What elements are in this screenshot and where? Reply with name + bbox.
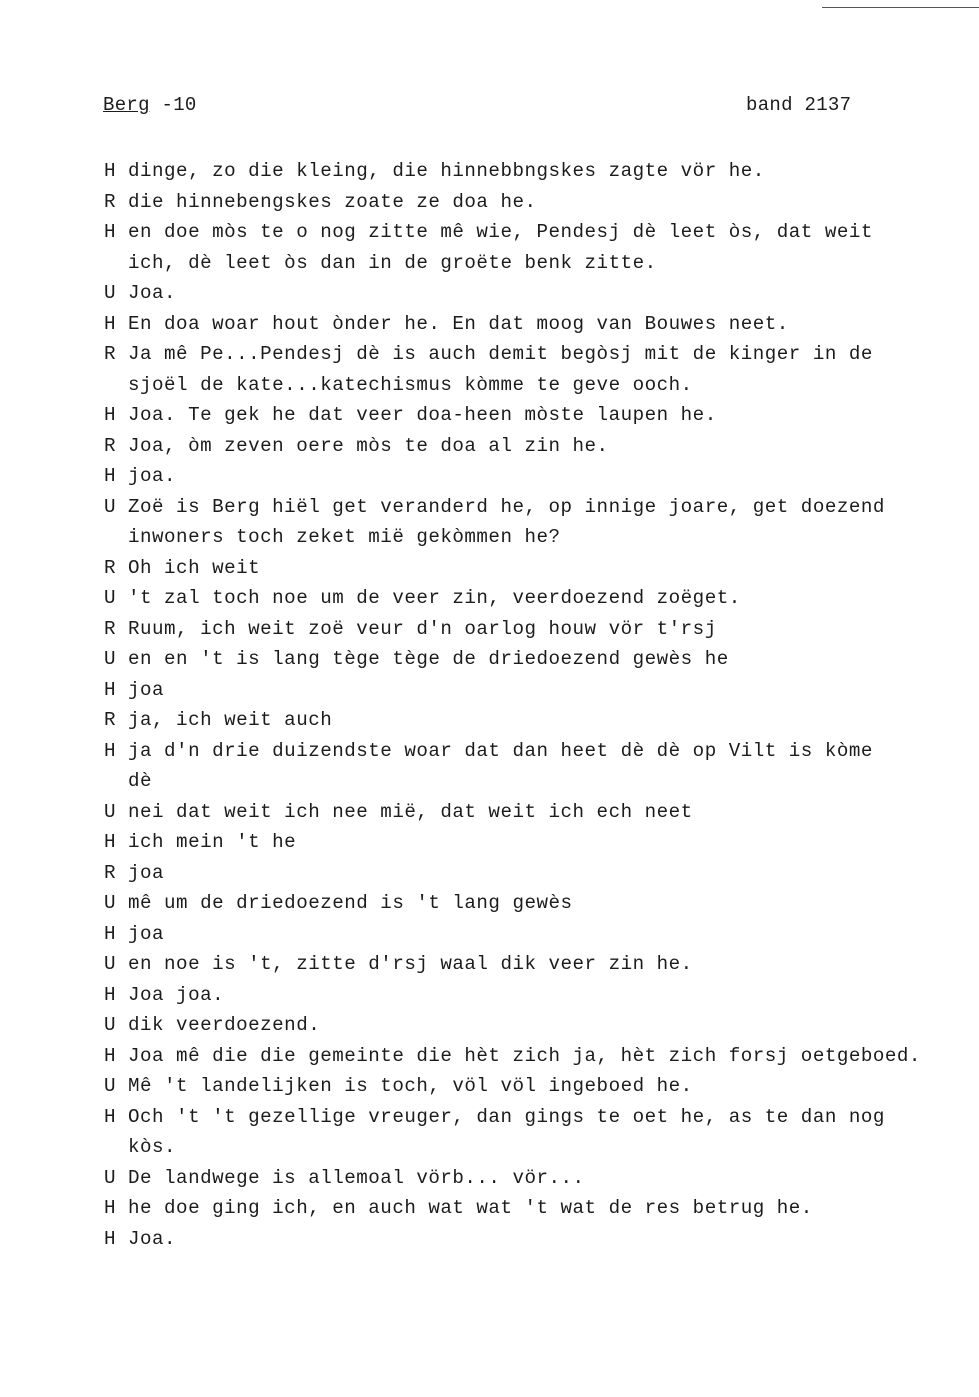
utterance-text: joa bbox=[128, 922, 165, 945]
transcript-line bbox=[104, 248, 964, 279]
utterance-text: Joa. bbox=[128, 1227, 177, 1250]
utterance-text: Joa mê die die gemeinte die hèt zich ja, hèt zich forsj oetgeboed. bbox=[128, 1044, 921, 1067]
page-number: -10 bbox=[149, 94, 197, 116]
transcript-line bbox=[104, 766, 964, 797]
speaker-label: H bbox=[104, 1197, 117, 1219]
top-rule bbox=[822, 7, 979, 8]
speaker-label: U bbox=[104, 1166, 117, 1189]
speaker-label: R bbox=[104, 434, 117, 457]
transcript-line bbox=[104, 553, 964, 584]
speaker-label: H bbox=[104, 831, 117, 853]
utterance-text: joa bbox=[128, 678, 165, 701]
transcript-line bbox=[104, 339, 964, 370]
transcript-line bbox=[104, 919, 964, 950]
transcript-line bbox=[104, 187, 964, 218]
utterance-text: Joa. bbox=[128, 282, 177, 304]
speaker-label: H bbox=[104, 678, 117, 701]
transcript-line bbox=[104, 614, 964, 645]
transcript-line bbox=[104, 1010, 964, 1041]
transcript-line bbox=[104, 858, 964, 889]
transcript-line bbox=[104, 1041, 964, 1072]
transcript-line bbox=[104, 309, 964, 340]
speaker-label: H bbox=[104, 160, 117, 182]
utterance-text: en en 't is lang tège tège de driedoezend gewès he bbox=[128, 648, 729, 670]
transcript-line bbox=[104, 370, 964, 401]
speaker-label: U bbox=[104, 800, 117, 823]
utterance-text: dè bbox=[128, 770, 153, 792]
transcript-line bbox=[104, 583, 964, 614]
utterance-text: 't zal toch noe um de veer zin, veerdoezend zoëget. bbox=[128, 587, 741, 609]
utterance-text: De landwege is allemoal vörb... vör... bbox=[128, 1166, 585, 1189]
transcript-line bbox=[104, 644, 964, 675]
utterance-text: Joa joa. bbox=[128, 983, 225, 1006]
transcript-line bbox=[104, 1224, 964, 1255]
utterance-text: dinge, zo die kleing, die hinnebbngskes zagte vör he. bbox=[128, 160, 765, 182]
utterance-text: Zoë is Berg hiël get veranderd he, op innige joare, get doezend bbox=[128, 495, 885, 518]
utterance-text: En doa woar hout ònder he. En dat moog van Bouwes neet. bbox=[128, 312, 789, 335]
speaker-label: R bbox=[104, 343, 117, 365]
utterance-text: ich, dè leet òs dan in de groëte benk zitte. bbox=[128, 251, 657, 274]
transcript-line bbox=[104, 949, 964, 980]
transcript-body bbox=[104, 156, 964, 1254]
utterance-text: mê um de driedoezend is 't lang gewès bbox=[128, 892, 573, 914]
utterance-text: sjoël de kate...katechismus kòmme te geve ooch. bbox=[128, 373, 693, 396]
speaker-label: U bbox=[104, 587, 117, 609]
speaker-label: H bbox=[104, 739, 117, 762]
utterance-text: Och 't 't gezellige vreuger, dan gings te oet he, as te dan nog bbox=[128, 1105, 885, 1128]
utterance-text: Oh ich weit bbox=[128, 556, 261, 579]
utterance-text: Ja mê Pe...Pendesj dè is auch demit begòsj mit de kinger in de bbox=[128, 343, 873, 365]
transcript-line bbox=[104, 888, 964, 919]
utterance-text: ja, ich weit auch bbox=[128, 709, 333, 731]
transcript-line bbox=[104, 675, 964, 706]
speaker-label: H bbox=[104, 922, 117, 945]
speaker-label: H bbox=[104, 404, 117, 426]
utterance-text: Joa. Te gek he dat veer doa-heen mòste laupen he. bbox=[128, 404, 717, 426]
speaker-label: R bbox=[104, 617, 117, 640]
utterance-text: dik veerdoezend. bbox=[128, 1014, 321, 1036]
transcript-line bbox=[104, 736, 964, 767]
transcript-line bbox=[104, 827, 964, 858]
utterance-text: kòs. bbox=[128, 1136, 177, 1158]
speaker-label: R bbox=[104, 190, 117, 213]
band-number: band 2137 bbox=[746, 94, 852, 116]
transcript-line bbox=[104, 522, 964, 553]
speaker-label: R bbox=[104, 556, 117, 579]
speaker-label: H bbox=[104, 1227, 117, 1250]
speaker-label: U bbox=[104, 282, 117, 304]
utterance-text: Joa, òm zeven oere mòs te doa al zin he. bbox=[128, 434, 609, 457]
speaker-label: U bbox=[104, 1014, 117, 1036]
transcript-line bbox=[104, 1071, 964, 1102]
utterance-text: ja d'n drie duizendste woar dat dan heet dè dè op Vilt is kòme bbox=[128, 739, 873, 762]
utterance-text: en noe is 't, zitte d'rsj waal dik veer zin he. bbox=[128, 953, 693, 975]
utterance-text: ich mein 't he bbox=[128, 831, 297, 853]
utterance-text: joa. bbox=[128, 465, 177, 487]
speaker-label: U bbox=[104, 953, 117, 975]
utterance-text: joa bbox=[128, 861, 165, 884]
transcript-line bbox=[104, 400, 964, 431]
speaker-label: R bbox=[104, 709, 117, 731]
transcript-line bbox=[104, 461, 964, 492]
speaker-label: H bbox=[104, 983, 117, 1006]
utterance-text: en doe mòs te o nog zitte mê wie, Pendesj dè leet òs, dat weit bbox=[128, 221, 873, 243]
transcript-line bbox=[104, 1132, 964, 1163]
speaker-label: H bbox=[104, 1044, 117, 1067]
utterance-text: nei dat weit ich nee mië, dat weit ich ech neet bbox=[128, 800, 693, 823]
speaker-label: H bbox=[104, 1105, 117, 1128]
transcript-line bbox=[104, 980, 964, 1011]
transcript-line bbox=[104, 1163, 964, 1194]
transcript-line bbox=[104, 797, 964, 828]
speaker-label: U bbox=[104, 1075, 117, 1097]
place-name: Berg bbox=[103, 94, 150, 116]
transcript-line bbox=[104, 492, 964, 523]
utterance-text: Mê 't landelijken is toch, völ völ ingeboed he. bbox=[128, 1075, 693, 1097]
utterance-text: he doe ging ich, en auch wat wat 't wat de res betrug he. bbox=[128, 1197, 813, 1219]
speaker-label: H bbox=[104, 465, 117, 487]
speaker-label: H bbox=[104, 312, 117, 335]
speaker-label: U bbox=[104, 648, 117, 670]
speaker-label: H bbox=[104, 221, 117, 243]
utterance-text: die hinnebengskes zoate ze doa he. bbox=[128, 190, 537, 213]
utterance-text: inwoners toch zeket mië gekòmmen he? bbox=[128, 526, 561, 548]
speaker-label: U bbox=[104, 892, 117, 914]
utterance-text: Ruum, ich weit zoë veur d'n oarlog houw vör t'rsj bbox=[128, 617, 717, 640]
page-header-left bbox=[103, 94, 197, 116]
transcript-line bbox=[104, 431, 964, 462]
speaker-label: R bbox=[104, 861, 117, 884]
transcript-line bbox=[104, 1193, 964, 1224]
speaker-label: U bbox=[104, 495, 117, 518]
transcript-line bbox=[104, 217, 964, 248]
transcript-line bbox=[104, 278, 964, 309]
transcript-line bbox=[104, 1102, 964, 1133]
transcript-line bbox=[104, 705, 964, 736]
transcript-line bbox=[104, 156, 964, 187]
